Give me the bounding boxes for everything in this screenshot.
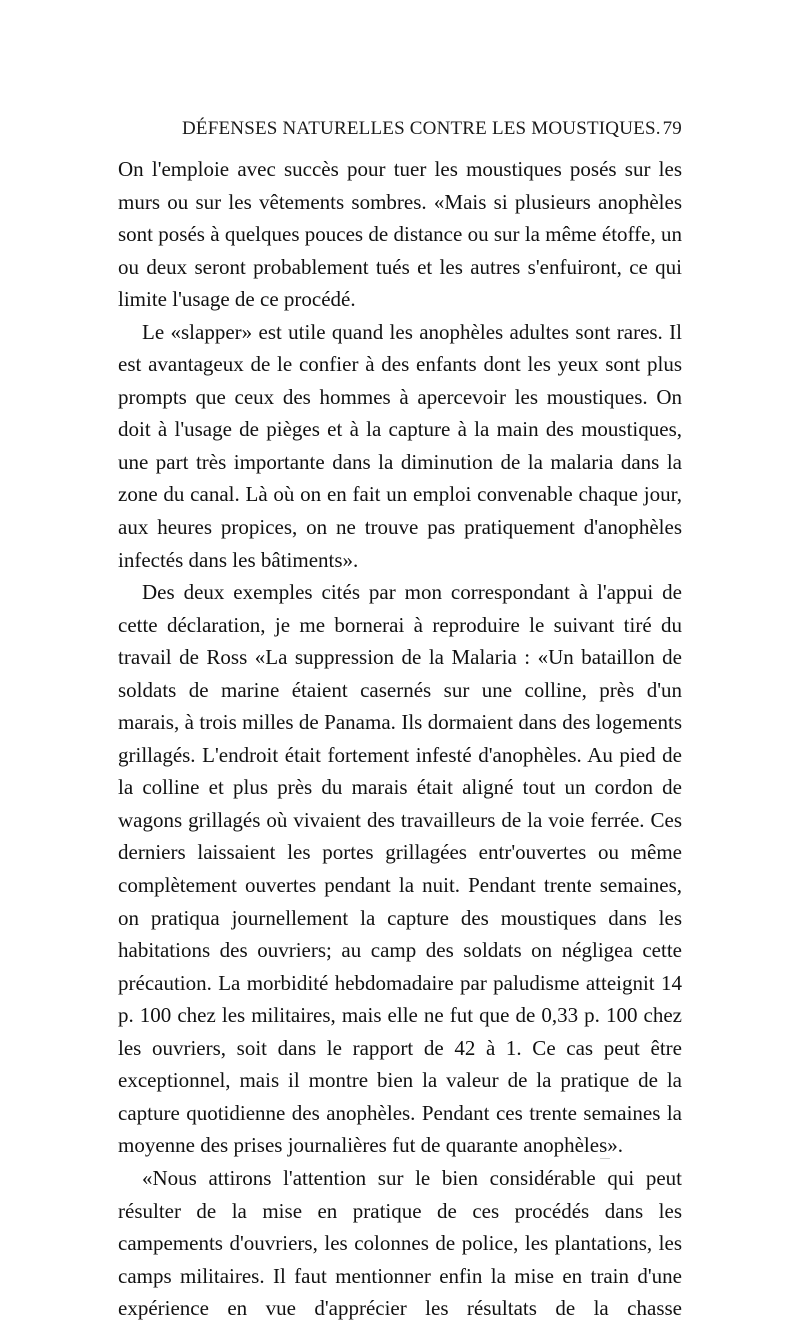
paragraph-3: Des deux exemples cités par mon correspondant à l'appui de cette déclaration, je me bornerai à reproduire le suivant tiré du travail de Ross «La suppression de la Malaria : «Un bataillon de soldats de marine étaient casernés sur une colline, près d'un marais, à trois milles de Panama. Ils dormaient dans des logements grillagés. L'endroit était fortement infesté d'anophèles. Au pied de la colline et plus près du marais était aligné tout un cordon de wagons grillagés où vivaient des travailleurs de la voie ferrée. Ces derniers laissaient les portes grillagées entr'ouvertes ou même complètement ouvertes pendant la nuit. Pendant trente semaines, on pratiqua journellement la capture des moustiques dans les habitations des ouvriers; au camp des soldats on négligea cette précaution. La morbidité hebdomadaire par paludisme atteignit 14 p. 100 chez les militaires, mais elle ne fut que de 0,33 p. 100 chez les ouvriers, soit dans le rapport de 42 à 1. Ce cas peut être exceptionnel, mais il montre bien la valeur de la pratique de la capture quotidienne des anophèles. Pendant ces trente semaines la moyenne des prises journalières fut de quarante anophèles». (118, 580, 682, 1158)
page-number: 79 (662, 118, 682, 139)
print-speck (600, 1158, 610, 1159)
running-head (152, 118, 682, 146)
paragraph-1: On l'emploie avec succès pour tuer les moustiques posés sur les murs ou sur les vêtements sombres. «Mais si plusieurs anophèles sont posés à quelques pouces de distance ou sur la même étoffe, un ou deux seront probablement tués et les autres s'enfuiront, ce qui limite l'usage de ce procédé. (118, 157, 682, 312)
paragraph-2: Le «slapper» est utile quand les anophèles adultes sont rares. Il est avantageux de le confier à des enfants dont les yeux sont plus prompts que ceux des hommes à apercevoir les moustiques. On doit à l'usage de pièges et à la capture à la main des moustiques, une part très importante dans la diminution de la malaria dans la zone du canal. Là où on en fait un emploi convenable chaque jour, aux heures propices, on ne trouve pas pratiquement d'anophèles infectés dans les bâtiments». (118, 319, 682, 572)
body-text (118, 153, 682, 1325)
paragraph-4: «Nous attirons l'attention sur le bien considérable qui peut résulter de la mise en pratique de ces procédés dans les campements d'ouvriers, les colonnes de police, les plantations, les camps militaires. Il faut mentionner enfin la mise en train d'une expérience en vue d'apprécier les résultats de la chasse (118, 1165, 682, 1321)
running-title: DÉFENSES NATURELLES CONTRE LES MOUSTIQUES. (182, 118, 661, 139)
